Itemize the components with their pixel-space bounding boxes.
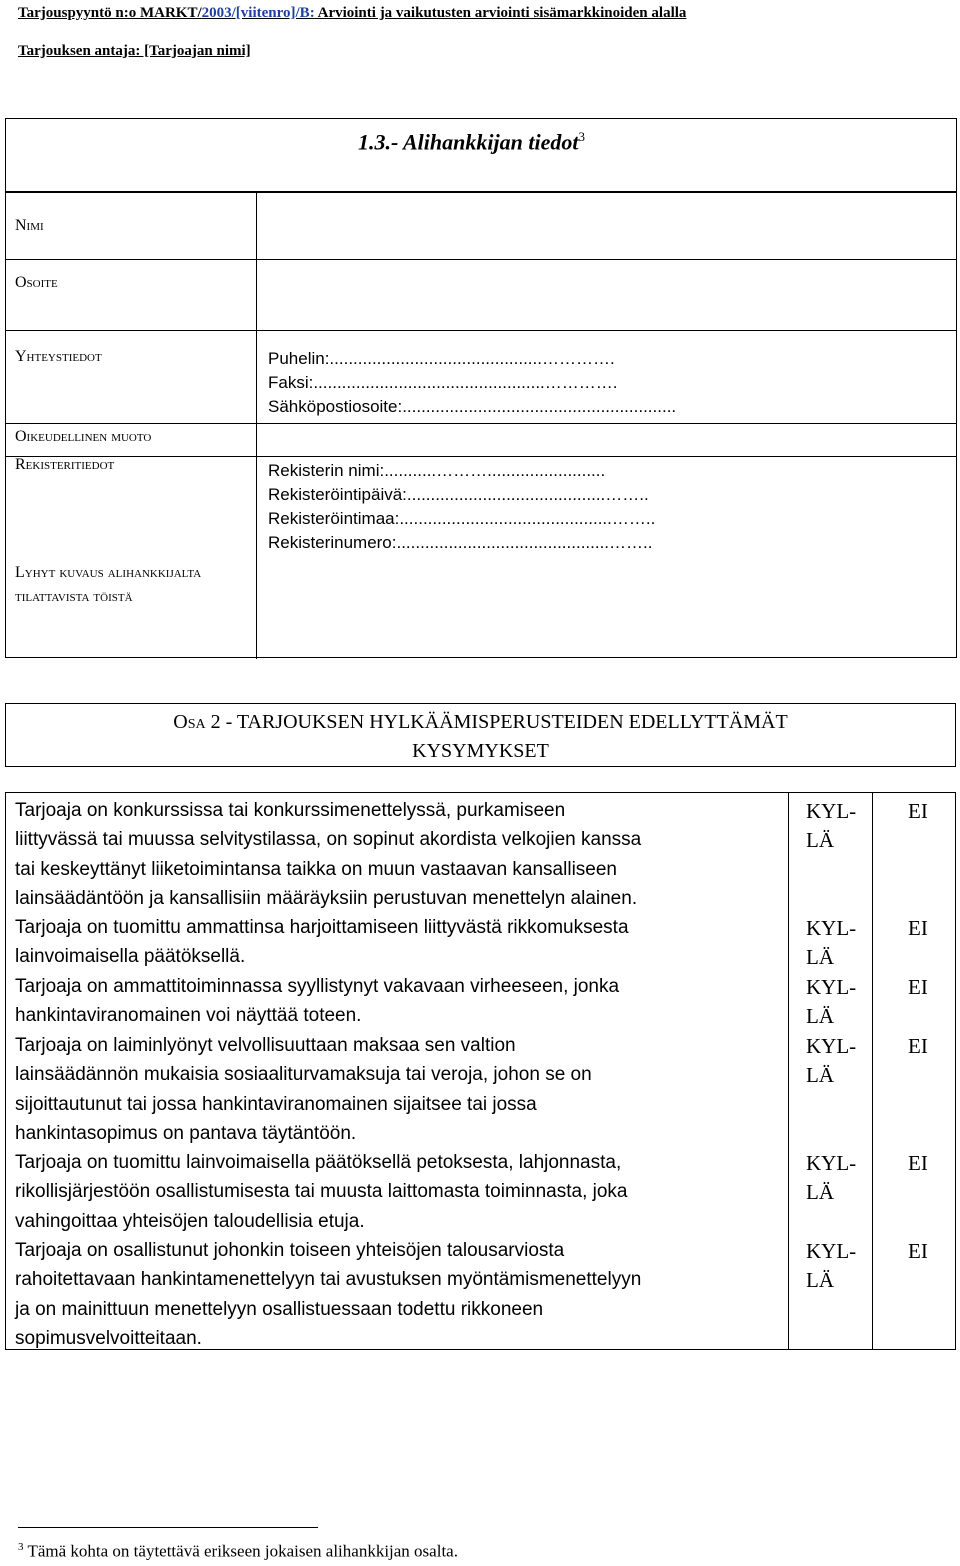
footnote-separator	[18, 1527, 318, 1528]
row-divider	[6, 330, 956, 331]
answer-yes-option[interactable]: KYL- LÄ	[806, 1151, 857, 1205]
phone-field[interactable]: Puhelin:.............................................………….	[268, 349, 615, 368]
question-text	[15, 972, 785, 1031]
label-yhteystiedot: Yhteystiedot	[15, 348, 102, 365]
question-text	[15, 796, 785, 913]
question-line: Tarjoaja on osallistunut johonkin toiseen yhteisöjen talousarviosta	[15, 1240, 565, 1261]
question-text	[15, 1236, 785, 1353]
document-header-line-2: Tarjouksen antaja: [Tarjoajan nimi]	[18, 43, 251, 59]
registry-name-field[interactable]: Rekisterin nimi:...........……….........................	[268, 461, 606, 480]
question-line: Tarjoaja on tuomittu ammattinsa harjoittamiseen liittyvästä rikkomuksesta	[15, 917, 629, 938]
label-osoite: Osoite	[15, 274, 58, 291]
question-line: sijoittautunut tai jossa hankintaviranomainen sijaitsee tai jossa	[15, 1093, 537, 1115]
footnote-ref: 3	[578, 129, 585, 144]
header-prefix: Tarjouspyyntö n:o MARKT/	[18, 5, 202, 21]
label-nimi: Nimi	[15, 217, 44, 234]
registry-details	[268, 459, 655, 555]
answer-yes-option[interactable]: KYL- LÄ	[806, 1034, 857, 1088]
question-line: hankintaviranomainen voi näyttää toteen.	[15, 1005, 362, 1027]
question-line: Tarjoaja on tuomittu lainvoimaisella päätöksellä petoksesta, lahjonnasta,	[15, 1152, 622, 1173]
table-column-divider	[256, 193, 257, 659]
question-line: liittyvässä tai muussa selvitystilassa, on sopinut akordista velkojien kanssa	[15, 829, 642, 851]
answer-no-option[interactable]: EI	[908, 1151, 928, 1175]
answer-no-option[interactable]: EI	[908, 799, 928, 823]
question-line: tai keskeyttänyt liiketoimintansa taikka on muun vastaavan kansalliseen	[15, 858, 617, 880]
label-rekisteritiedot: Rekisteritiedot	[15, 456, 115, 473]
header-subject: Arviointi ja vaikutusten arviointi sisämarkkinoiden alalla	[314, 5, 687, 21]
question-line: sopimusvelvoitteitaan.	[15, 1327, 202, 1349]
email-field[interactable]: Sähköpostiosoite:..........................................................	[268, 397, 677, 416]
header-reference: /[viitenro]/B:	[231, 5, 315, 21]
footnote	[18, 1541, 458, 1562]
column-divider	[788, 793, 789, 1349]
answer-yes-option[interactable]: KYL- LÄ	[806, 975, 857, 1029]
question-line: Tarjoaja on laiminlyönyt velvollisuuttaan maksaa sen valtion	[15, 1035, 516, 1056]
subcontractor-title-row	[6, 119, 956, 193]
subcontractor-info-table	[5, 118, 957, 658]
answer-yes-option[interactable]: KYL- LÄ	[806, 1239, 857, 1293]
answer-no-option[interactable]: EI	[908, 1034, 928, 1058]
question-line: Tarjoaja on konkurssissa tai konkurssimenettelyssä, purkamiseen	[15, 800, 566, 821]
question-text	[15, 1031, 785, 1148]
question-text	[15, 1148, 785, 1236]
row-divider	[6, 423, 956, 424]
question-line: lainsäädännön mukaisia sosiaaliturvamaksuja tai veroja, johon se on	[15, 1064, 592, 1086]
row-divider	[6, 259, 956, 260]
registration-country-field[interactable]: Rekisteröintimaa:.............................................……..	[268, 509, 656, 528]
answer-yes-option[interactable]: KYL- LÄ	[806, 916, 857, 970]
fax-field[interactable]: Faksi:.................................................………….	[268, 373, 618, 392]
question-line: rahoitettavaan hankintamenettelyyn tai avustuksen myöntämismenettelyyn	[15, 1269, 642, 1291]
section-title: 1.3.- Alihankkijan tiedot$^3$	[358, 129, 585, 155]
registration-number-field[interactable]: Rekisterinumero:.............................................……..	[268, 533, 653, 552]
part2-title-line1: Osa 2 - TARJOUKSEN HYLKÄÄMISPERUSTEIDEN EDELLYTTÄMÄT	[173, 711, 788, 733]
contact-details	[268, 347, 676, 419]
part2-title-line2: KYSYMYKSET	[412, 740, 549, 762]
answer-no-option[interactable]: EI	[908, 916, 928, 940]
document-header-line-1	[18, 5, 686, 22]
footnote-text: Tämä kohta on täytettävä erikseen jokaisen alihankkijan osalta.	[27, 1541, 458, 1561]
answer-yes-option[interactable]: KYL- LÄ	[806, 799, 857, 853]
answer-no-option[interactable]: EI	[908, 1239, 928, 1263]
answer-no-option[interactable]: EI	[908, 975, 928, 999]
registration-date-field[interactable]: Rekisteröintipäivä:..........................................……..	[268, 485, 649, 504]
question-line: lainsäädäntöön ja kansallisiin määräyksiin perustuvan menettelyn alainen.	[15, 887, 638, 909]
question-line: rikollisjärjestöön osallistumisesta tai muusta laittomasta toiminnasta, joka	[15, 1181, 628, 1203]
question-line: lainvoimaisella päätöksellä.	[15, 946, 246, 968]
question-line: Tarjoaja on ammattitoiminnassa syyllistynyt vakavaan virheeseen, jonka	[15, 976, 620, 997]
label-oikeudellinen-muoto: Oikeudellinen muoto	[15, 428, 152, 445]
row-divider	[6, 456, 956, 457]
question-line: vahingoittaa yhteisöjen taloudellisia etuja.	[15, 1210, 365, 1232]
question-line: ja on mainittuun menettelyyn osallistuessaan todettu rikkoneen	[15, 1298, 544, 1320]
footnote-number: 3	[18, 1541, 24, 1553]
question-text	[15, 913, 785, 972]
part2-title-box	[5, 703, 956, 767]
header-year: 2003	[201, 5, 232, 21]
exclusion-questions-table	[5, 792, 956, 1350]
question-line: hankintasopimus on pantava täytäntöön.	[15, 1122, 357, 1144]
label-lyhyt-kuvaus: Lyhyt kuvaus alihankkijalta tilattavista töistä	[15, 564, 202, 605]
